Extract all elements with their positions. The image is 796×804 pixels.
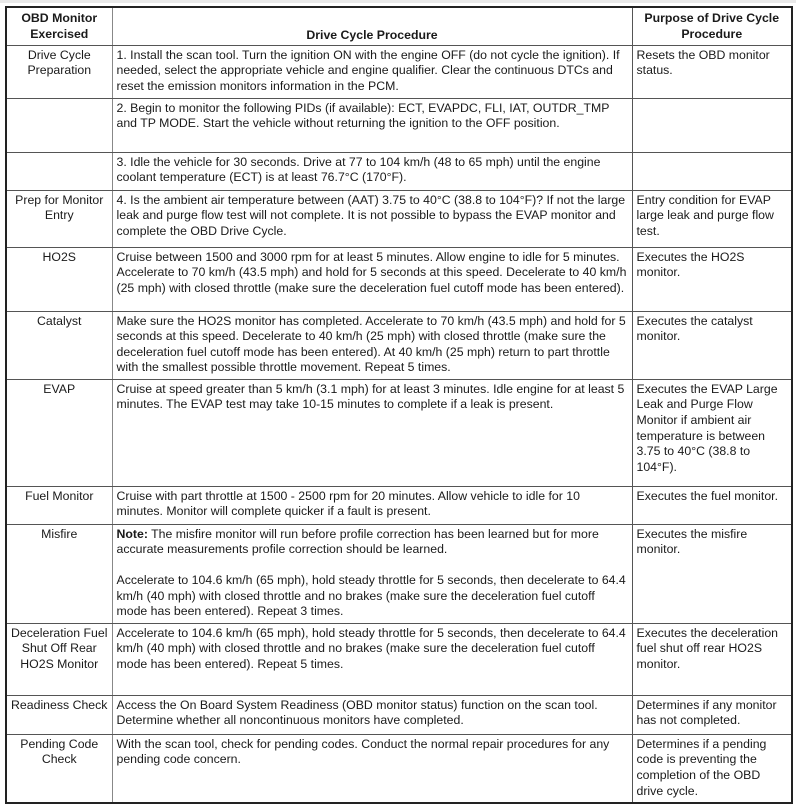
purpose-cell: [632, 152, 792, 190]
monitor-cell: [6, 98, 112, 152]
monitor-cell: [6, 152, 112, 190]
header-obd-monitor: OBD Monitor Exercised: [6, 7, 112, 45]
procedure-cell: 2. Begin to monitor the following PIDs (if available): ECT, EVAPDC, FLI, IAT, OUTDR_TMP and TP MODE. Start the vehicle without returning the ignition to the OFF position.: [112, 98, 632, 152]
procedure-cell: Accelerate to 104.6 km/h (65 mph), hold steady throttle for 5 seconds, then decelerate to 64.4 km/h (40 mph) with closed throttle and no brakes (make sure the deceleration fuel cutoff mode has been entered). Repeat 5 times.: [112, 623, 632, 695]
monitor-cell: Fuel Monitor: [6, 486, 112, 524]
table-row: [6, 734, 792, 803]
procedure-cell: 4. Is the ambient air temperature between (AAT) 3.75 to 40°C (38.8 to 104°F)? If not the large leak and purge flow test will not complete. It is not possible to bypass the EVAP monitor and complete the OBD Drive Cycle.: [112, 190, 632, 247]
note-paragraph: [117, 527, 628, 558]
procedure-cell: 3. Idle the vehicle for 30 seconds. Drive at 77 to 104 km/h (48 to 65 mph) until the engine coolant temperature (ECT) is at least 76.7°C (170°F).: [112, 152, 632, 190]
monitor-cell: HO2S: [6, 247, 112, 311]
procedure-cell: Cruise at speed greater than 5 km/h (3.1 mph) for at least 3 minutes. Idle engine for at least 5 minutes. The EVAP test may take 10-15 minutes to complete if a leak is present.: [112, 379, 632, 486]
monitor-cell: Misfire: [6, 524, 112, 623]
monitor-cell: EVAP: [6, 379, 112, 486]
header-drive-cycle-procedure: Drive Cycle Procedure: [112, 7, 632, 45]
purpose-cell: Resets the OBD monitor status.: [632, 45, 792, 98]
purpose-cell: Executes the HO2S monitor.: [632, 247, 792, 311]
table-row: [6, 45, 792, 98]
purpose-cell: Executes the EVAP Large Leak and Purge Flow Monitor if ambient air temperature is between 3.75 to 40°C (38.8 to 104°F).: [632, 379, 792, 486]
note-text: The misfire monitor will run before profile correction has been learned but for more accurate measurements profile correction should be learned.: [116, 526, 599, 557]
purpose-cell: Determines if any monitor has not completed.: [632, 695, 792, 734]
note-label: Note:: [116, 526, 148, 541]
procedure-cell: Access the On Board System Readiness (OBD monitor status) function on the scan tool. Determine whether all noncontinuous monitors have completed.: [112, 695, 632, 734]
procedure-cell: Cruise with part throttle at 1500 - 2500 rpm for 20 minutes. Allow vehicle to idle for 10 minutes. Monitor will complete quicker if a fault is present.: [112, 486, 632, 524]
header-purpose: Purpose of Drive Cycle Procedure: [632, 7, 792, 45]
table-row: [6, 524, 792, 623]
obd-drive-cycle-table: [5, 6, 793, 804]
procedure-text: Accelerate to 104.6 km/h (65 mph), hold steady throttle for 5 seconds, then decelerate to 64.4 km/h (40 mph) with closed throttle and no brakes (make sure the deceleration fuel cutoff mode has been entered). Repeat 3 times.: [116, 573, 626, 619]
table-row: [6, 695, 792, 734]
monitor-cell: Deceleration Fuel Shut Off Rear HO2S Monitor: [6, 623, 112, 695]
monitor-cell: Prep for Monitor Entry: [6, 190, 112, 247]
purpose-cell: Executes the catalyst monitor.: [632, 311, 792, 379]
monitor-cell: Pending Code Check: [6, 734, 112, 803]
purpose-cell: Executes the fuel monitor.: [632, 486, 792, 524]
monitor-cell: Catalyst: [6, 311, 112, 379]
procedure-cell: Make sure the HO2S monitor has completed. Accelerate to 70 km/h (43.5 mph) and hold for 5 seconds at this speed. Decelerate to 40 km/h (25 mph) with closed throttle (make sure the deceleration fuel cutoff mode has been entered). At 40 km/h (25 mph) return to part throttle with the smallest possible throttle movement. Repeat 5 times.: [112, 311, 632, 379]
procedure-cell: Cruise between 1500 and 3000 rpm for at least 5 minutes. Allow engine to idle for 5 minutes. Accelerate to 70 km/h (43.5 mph) and hold for 5 seconds at this speed. Decelerate to 40 km/h (25 mph) with closed throttle (make sure the deceleration fuel cutoff mode has been entered).: [112, 247, 632, 311]
table-row: [6, 486, 792, 524]
page-top-edge: [0, 0, 796, 3]
procedure-cell: 1. Install the scan tool. Turn the ignition ON with the engine OFF (do not cycle the ignition). If needed, select the appropriate vehicle and engine qualifier. Clear the continuous DTCs and reset the emission monitors information in the PCM.: [112, 45, 632, 98]
purpose-cell: [632, 98, 792, 152]
procedure-cell: With the scan tool, check for pending codes. Conduct the normal repair procedures for any pending code concern.: [112, 734, 632, 803]
procedure-cell: [112, 524, 632, 623]
table-row: [6, 152, 792, 190]
monitor-cell: Drive Cycle Preparation: [6, 45, 112, 98]
table-row: [6, 190, 792, 247]
table-row: [6, 379, 792, 486]
table-header-row: [6, 7, 792, 45]
table-row: [6, 623, 792, 695]
table-row: [6, 98, 792, 152]
purpose-cell: Executes the deceleration fuel shut off rear HO2S monitor.: [632, 623, 792, 695]
table-row: [6, 311, 792, 379]
monitor-cell: Readiness Check: [6, 695, 112, 734]
purpose-cell: Entry condition for EVAP large leak and purge flow test.: [632, 190, 792, 247]
purpose-cell: Determines if a pending code is preventing the completion of the OBD drive cycle.: [632, 734, 792, 803]
table-row: [6, 247, 792, 311]
purpose-cell: Executes the misfire monitor.: [632, 524, 792, 623]
